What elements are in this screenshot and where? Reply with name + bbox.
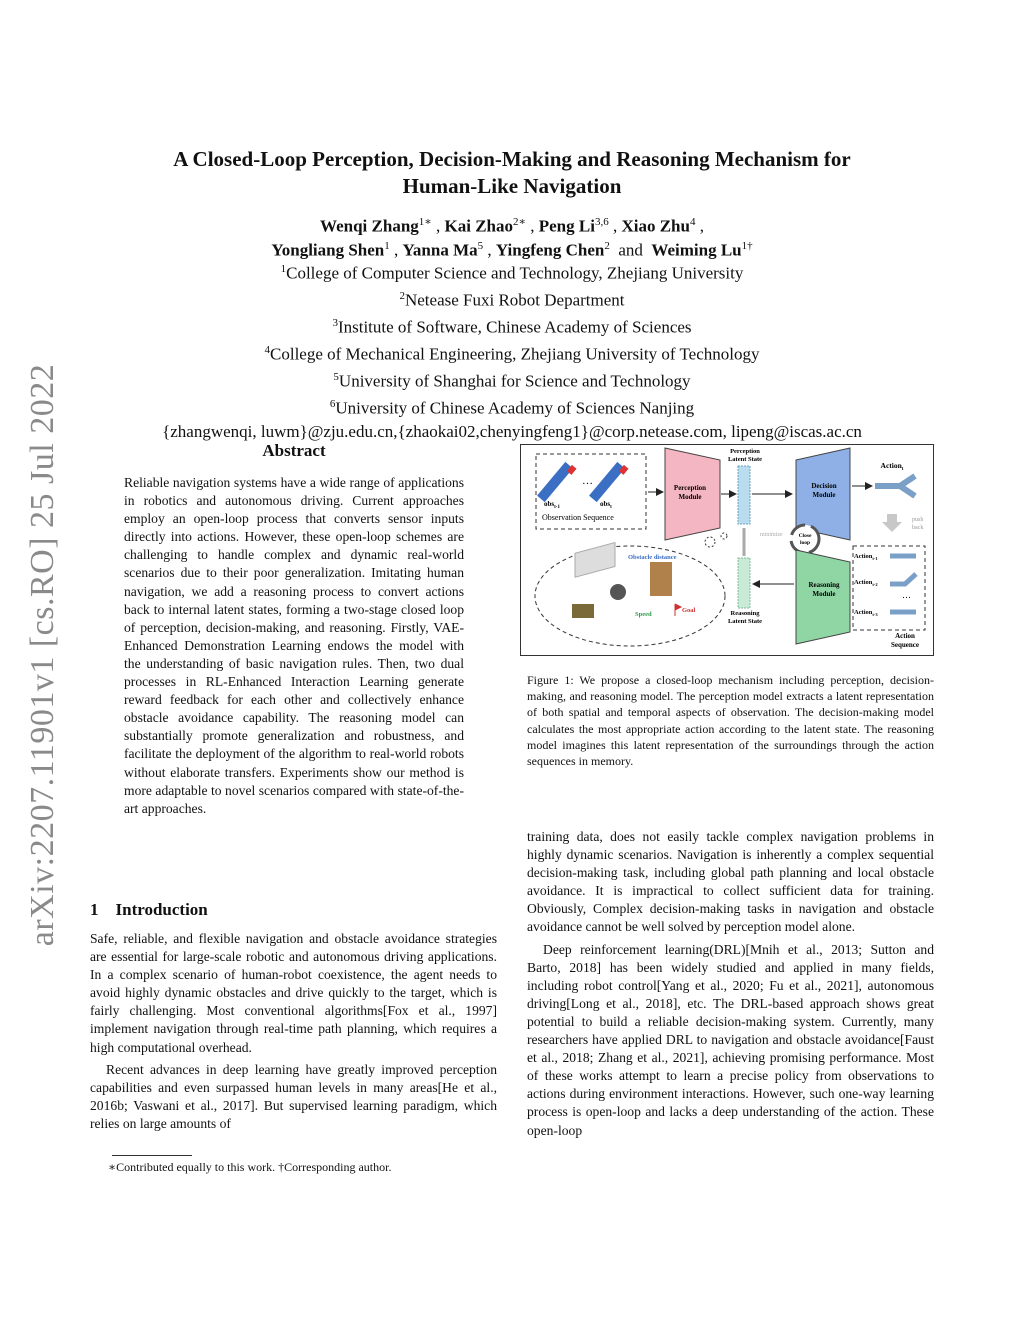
svg-text:back: back (912, 525, 924, 531)
affiliation-3: $^3$Institute of Software, Chinese Academy of Sciences (332, 316, 692, 337)
intro-paragraph-1: Safe, reliable, and flexible navigation and obstacle avoidance strategies are essential for large-scale robotic and autonomous driving applications. In a complex scenario of human-robot coexistence, the agent needs to avoid highly dynamic obstacles and drive quickly to the target, which is fairly challenging. Most conventional algorithms[Fox et al., 1997] implement navigation through real-time path planning, which requires a high computational overhead. (90, 931, 497, 1055)
reasoning-latent-state (738, 558, 750, 608)
svg-text:Sequence: Sequence (891, 641, 919, 649)
footnote: ∗Contributed equally to this work. †Corresponding author. (108, 1160, 392, 1174)
paper-title: A Closed-Loop Perception, Decision-Making and Reasoning Mechanism for Human-Like Navigation (173, 147, 851, 198)
svg-text:…: … (902, 590, 911, 600)
svg-text:Goal: Goal (682, 607, 696, 614)
close-loop-icon (791, 525, 819, 553)
svg-text:Obstacle distance: Obstacle distance (628, 554, 677, 561)
svg-text:Latent State: Latent State (727, 456, 763, 463)
svg-text:Module: Module (678, 493, 702, 501)
affiliation-5: $^5$University of Shanghai for Science and Technology (333, 370, 691, 391)
obstacle-chair (572, 604, 594, 618)
svg-text:minimize: minimize (760, 532, 783, 538)
intro-paragraph-2: Recent advances in deep learning have greatly improved perception capabilities and even surpassed human levels in many areas[He et al., 2016b; Vaswani et al., 2017]. But supervised learning paradigm, which relies on large amounts of (90, 1061, 497, 1131)
intro-body (90, 930, 497, 1133)
svg-text:Perception: Perception (730, 448, 760, 455)
svg-text:Decision: Decision (811, 482, 837, 490)
svg-text:Actiont-3: Action$_{t-3}$ (854, 609, 878, 617)
authors-line-1: Wenqi Zhang$^{1∗}$ , Kai Zhao$^{2∗}$ , Peng Li$^{3,6}$ , Xiao Zhu$^4$ , (320, 216, 704, 236)
observation-sequence-label: Observation Sequence (542, 513, 614, 522)
svg-text:obst: obs$_t$ (600, 500, 612, 510)
affiliations (100, 258, 924, 443)
svg-text:Action: Action (895, 632, 915, 640)
affiliation-1: $^1$College of Computer Science and Technology, Zhejiang University (280, 263, 744, 283)
perception-latent-state (738, 466, 750, 524)
svg-text:Speed: Speed (635, 611, 652, 618)
right-paragraph-1: training data, does not easily tackle complex navigation problems in highly dynamic scenarios. Navigation is inherently a complex sequential decision-making task, including global path planning and local obstacle avoidance. It is impractical to collect sufficient data for training. Obviously, Complex decision-making tasks in navigation and obstacle avoidance cannot be well solved by perception model alone. (527, 829, 934, 935)
obs-dots: … (582, 475, 593, 487)
svg-text:obst-1: obs$_{t-1}$ (544, 500, 560, 510)
svg-text:Latent State: Latent State (727, 618, 763, 625)
svg-text:Reasoning: Reasoning (730, 610, 760, 617)
svg-text:loop: loop (799, 540, 811, 546)
authors-line-2: Yongliang Shen$^1$ , Yanna Ma$^5$ , Yingfeng Chen$^2$ and Weiming $Lu^{1\dagger}$ (271, 240, 753, 260)
abstract-body: Reliable navigation systems have a wide range of applications in robotics and autonomous driving. Current approaches employ an open-loop process that converts sensor inputs directly into actions. However, these open-loop schemes are challenging to handle complex and dynamic real-world scenarios due to their poor generalization. Imitating human navigation, we add a reasoning process to convert actions back to internal latent states, forming a two-stage closed loop of perception, decision-making, and reasoning. Firstly, VAE-Enhanced Demonstration Learning endows the model with the understanding of basic navigation rules. Then, two dual processes in RL-Enhanced Interaction Learning generate reward feedback for each other and collectively enhance obstacle avoidance capability. The reasoning model can substantially promote generalization and robustness, and facilitate the deployment of the algorithm to real-world robots without elaborate transfers. Experiments show our method is more adaptable to novel scenarios compared with state-of-the-art approaches. (124, 475, 464, 816)
affiliation-6: $^6$University of Chinese Academy of Sciences Nanjing (329, 397, 695, 418)
right-column-body (527, 828, 934, 1140)
svg-text:Reasoning: Reasoning (808, 581, 840, 589)
svg-text:Perception: Perception (673, 484, 707, 492)
svg-text:Module: Module (812, 590, 836, 598)
section-heading-introduction: 1 Introduction (90, 900, 208, 919)
environment-cloud (535, 546, 725, 646)
affiliation-4: $^4$College of Mechanical Engineering, Zhejiang University of Technology (264, 343, 760, 364)
figure-1-caption: Figure 1: We propose a closed-loop mechanism including perception, decision-making, and reasoning model. The perception model extracts a latent representation of both spatial and temporal aspects of observation. The decision-making model calculates the most appropriate action according to the latent state. The reasoning model imagines this latent representation of the surroundings through the action sequences in memory. (527, 673, 934, 769)
emails: {zhangwenqi, luwm}@zju.edu.cn,{zhaokai02,chenyingfeng1}@corp.netease.com, lipeng@iscas.ac.cn (162, 421, 862, 441)
svg-text:push: push (912, 517, 924, 523)
svg-text:Close: Close (798, 533, 812, 539)
figure-1 (520, 444, 934, 656)
svg-text:Module: Module (812, 491, 836, 499)
robot-icon (610, 584, 626, 600)
footnote-rule (112, 1155, 192, 1156)
svg-text:Actiont: Action$_t$ (880, 461, 904, 472)
svg-text:Actiont-2: Action$_{t-2}$ (854, 579, 878, 587)
obstacle-box (650, 562, 672, 596)
abstract-heading: Abstract (262, 441, 326, 460)
arxiv-sidebar (18, 360, 68, 950)
svg-text:Actiont-1: Action$_{t-1}$ (854, 553, 878, 561)
arxiv-id: arXiv:2207.11901v1 [cs.RO] 25 Jul 2022 (24, 363, 61, 947)
right-paragraph-2: Deep reinforcement learning(DRL)[Mnih et al., 2013; Sutton and Barto, 2018] has been widely studied and applied in many fields, including robot control[Yang et al., 2020; Fu et al., 2021], autonomous driving[Long et al., 2018], etc. The DRL-based approach shows great potential to build a reliable decision-making system. Currently, many researchers have applied DRL to navigation and obstacle avoidance[Faust et al., 2018; Zhang et al., 2021], achieving promising performance. Most of these works attempt to learn a precise policy from observations to actions during environment interactions. However, such one-way learning process is open-loop and lacks a deep understanding of the action. These open-loop (527, 941, 934, 1138)
affiliation-2: $^2$Netease Fuxi Robot Department (399, 289, 625, 310)
